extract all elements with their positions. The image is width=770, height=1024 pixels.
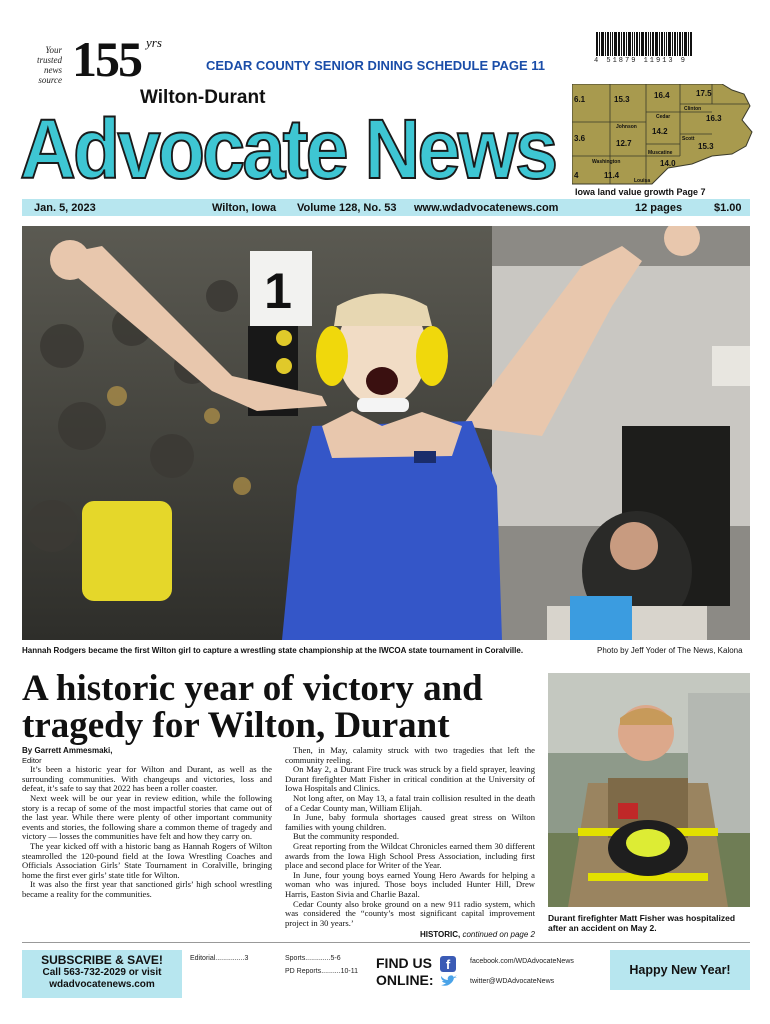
jump-line[interactable] <box>285 930 535 940</box>
anniversary-number: 155 <box>72 31 141 87</box>
page-count: 12 pages <box>635 201 683 214</box>
story-column-2 <box>285 746 535 940</box>
index-pd-reports[interactable]: PD Reports..........10-11 <box>285 968 359 975</box>
map-value: 16.3 <box>706 114 722 123</box>
subscribe-title: SUBSCRIBE & SAVE! <box>41 953 163 967</box>
find-us-label: FIND US <box>376 955 432 971</box>
masthead-tagline: Your trusted news source <box>36 45 62 85</box>
greeting: Happy New Year! <box>629 963 731 977</box>
story-paragraph: On May 2, a Durant Fire truck was struck by a field sprayer, leaving Durant firefighter Matt Fisher in critical condition at the University of Iowa Hospitals and Clinics. <box>285 764 535 794</box>
price: $1.00 <box>714 201 742 214</box>
volume: Volume 128, No. 53 <box>297 201 397 214</box>
paper-subtitle: Wilton-Durant <box>140 87 266 108</box>
jump-label: HISTORIC, <box>419 930 461 940</box>
story-paragraph: In June, four young boys earned Young Hero Awards for helping a woman who was injured. Those boys included Hunter Hill, Drew Harris, Easton Sivia and Charlie Bazal. <box>285 869 535 899</box>
barcode <box>596 32 706 56</box>
map-value: 17.5 <box>696 89 712 98</box>
story-paragraph: Then, in May, calamity struck with two tragedies that left the community reeling. <box>285 745 535 765</box>
byline: By Garrett Ammesmaki, <box>22 746 113 755</box>
location: Wilton, Iowa <box>212 201 277 214</box>
find-us-online <box>376 955 434 989</box>
map-county: Cedar <box>656 114 671 120</box>
story-headline[interactable]: A historic year of victory and tragedy for Wilton, Durant <box>22 668 483 746</box>
story-paragraph: It was also the first year that sanctioned girls’ high school wrestling became a reality for the communities. <box>22 879 272 899</box>
facebook-link[interactable]: facebook.com/WDAdvocateNews <box>470 958 574 965</box>
map-value: 16.4 <box>654 91 670 100</box>
map-value: 11.4 <box>604 171 620 180</box>
map-county: Scott <box>682 136 695 142</box>
story-paragraph: Not long after, on May 13, a fatal train collision resulted in the death of a Cedar County man, William Elijah. <box>285 792 535 813</box>
map-value: 14.0 <box>660 159 676 168</box>
story-column-1 <box>22 746 272 900</box>
subscribe-box[interactable] <box>22 950 182 998</box>
firefighter-caption: Durant firefighter Matt Fisher was hospitalized after an accident on May 2. <box>548 913 736 933</box>
greeting-box <box>610 950 750 990</box>
map-value: 14.2 <box>652 127 668 136</box>
index-page: 3 <box>244 955 249 962</box>
map-county: Washington <box>592 159 621 165</box>
lead-photo-caption: Hannah Rodgers became the first Wilton girl to capture a wrestling state championship at the IWCOA state tournament in Coralville. <box>22 646 524 655</box>
story-paragraph: Great reporting from the Wildcat Chronicles earned them 30 different awards from the Iowa High School Press Association, including first place and second place for Writer of the Year. <box>285 840 535 871</box>
map-caption[interactable]: Iowa land value growth Page 7 <box>575 187 706 197</box>
story-paragraph: Next week will be our year in review edition, while the following story is a recap of some of the most impactful stories that came out of the last year. While there were plenty of other important community events and stories, the following share a common theme of tragedy and victory — losses the communities have felt and how they carry on. <box>22 792 272 842</box>
online-label: ONLINE: <box>376 972 434 988</box>
land-value-map[interactable] <box>572 84 754 186</box>
twitter-link[interactable]: twitter@WDAdvocateNews <box>470 978 555 985</box>
index-sports[interactable]: Sports.............5-6 <box>285 955 341 962</box>
story-paragraph: The year kicked off with a historic bang as Hannah Rogers of Wilton steamrolled the 120-pound field at the Iowa Wrestling Coaches and Officials Association Girls’ State Tournament in Coralville, bringing home the first ever girls’ state title for Wilton. <box>22 840 272 880</box>
subscribe-website[interactable]: wdadvocatenews.com <box>49 979 155 990</box>
promo-headline[interactable]: CEDAR COUNTY SENIOR DINING SCHEDULE PAGE 11 <box>206 58 546 73</box>
subscribe-phone: Call 563-732-2029 or visit <box>42 967 162 978</box>
photo-credit: Photo by Jeff Yoder of The News, Kalona <box>597 646 743 655</box>
index-label: Sports <box>285 955 306 962</box>
anniversary-suffix: yrs <box>146 35 162 50</box>
index-page: 5-6 <box>330 955 341 962</box>
issue-date: Jan. 5, 2023 <box>34 201 96 214</box>
map-value: 12.7 <box>616 139 632 148</box>
barcode-digits: 4 51879 11913 9 <box>594 57 688 65</box>
dateline-bar <box>22 199 750 216</box>
website[interactable]: www.wdadvocatenews.com <box>414 201 559 214</box>
map-value: 15.3 <box>614 95 630 104</box>
firefighter-photo <box>548 673 750 907</box>
map-value: 15.3 <box>698 142 714 151</box>
map-county: Louisa <box>634 178 651 184</box>
byline-title: Editor <box>22 755 42 765</box>
story-paragraph: It’s been a historic year for Wilton and Durant, as well as the surrounding communities. With changeups and victories, loss and defeat, it’s safe to say that 2022 has been a roller coaster. <box>22 764 272 794</box>
nameplate: Advocate News <box>20 102 556 196</box>
map-value: 3.6 <box>574 134 586 143</box>
story-paragraph: Cedar County also broke ground on a new 911 radio system, which was considered the “county’s most significant capital improvement project in 30 years.’ <box>285 898 535 928</box>
story-paragraph: In June, baby formula shortages caused great stress on Wilton families with young children. <box>285 812 535 832</box>
lead-photo <box>22 226 750 640</box>
story-paragraph: But the community responded. <box>293 831 399 842</box>
index-page: 10-11 <box>340 968 359 975</box>
index-editorial[interactable]: Editorial...............3 <box>190 955 249 962</box>
map-county: Johnson <box>616 124 637 130</box>
bib-number: 1 <box>264 263 292 319</box>
map-county: Muscatine <box>648 150 673 156</box>
index-label: Editorial <box>190 955 216 962</box>
footer-divider <box>22 942 750 943</box>
map-county: Clinton <box>684 106 702 112</box>
facebook-icon[interactable]: f <box>440 956 456 972</box>
map-value: 4 <box>574 171 579 180</box>
index-label: PD Reports <box>285 968 322 975</box>
map-value: 6.1 <box>574 95 586 104</box>
twitter-icon[interactable] <box>440 974 458 988</box>
jump-text: continued on page 2 <box>462 930 535 940</box>
